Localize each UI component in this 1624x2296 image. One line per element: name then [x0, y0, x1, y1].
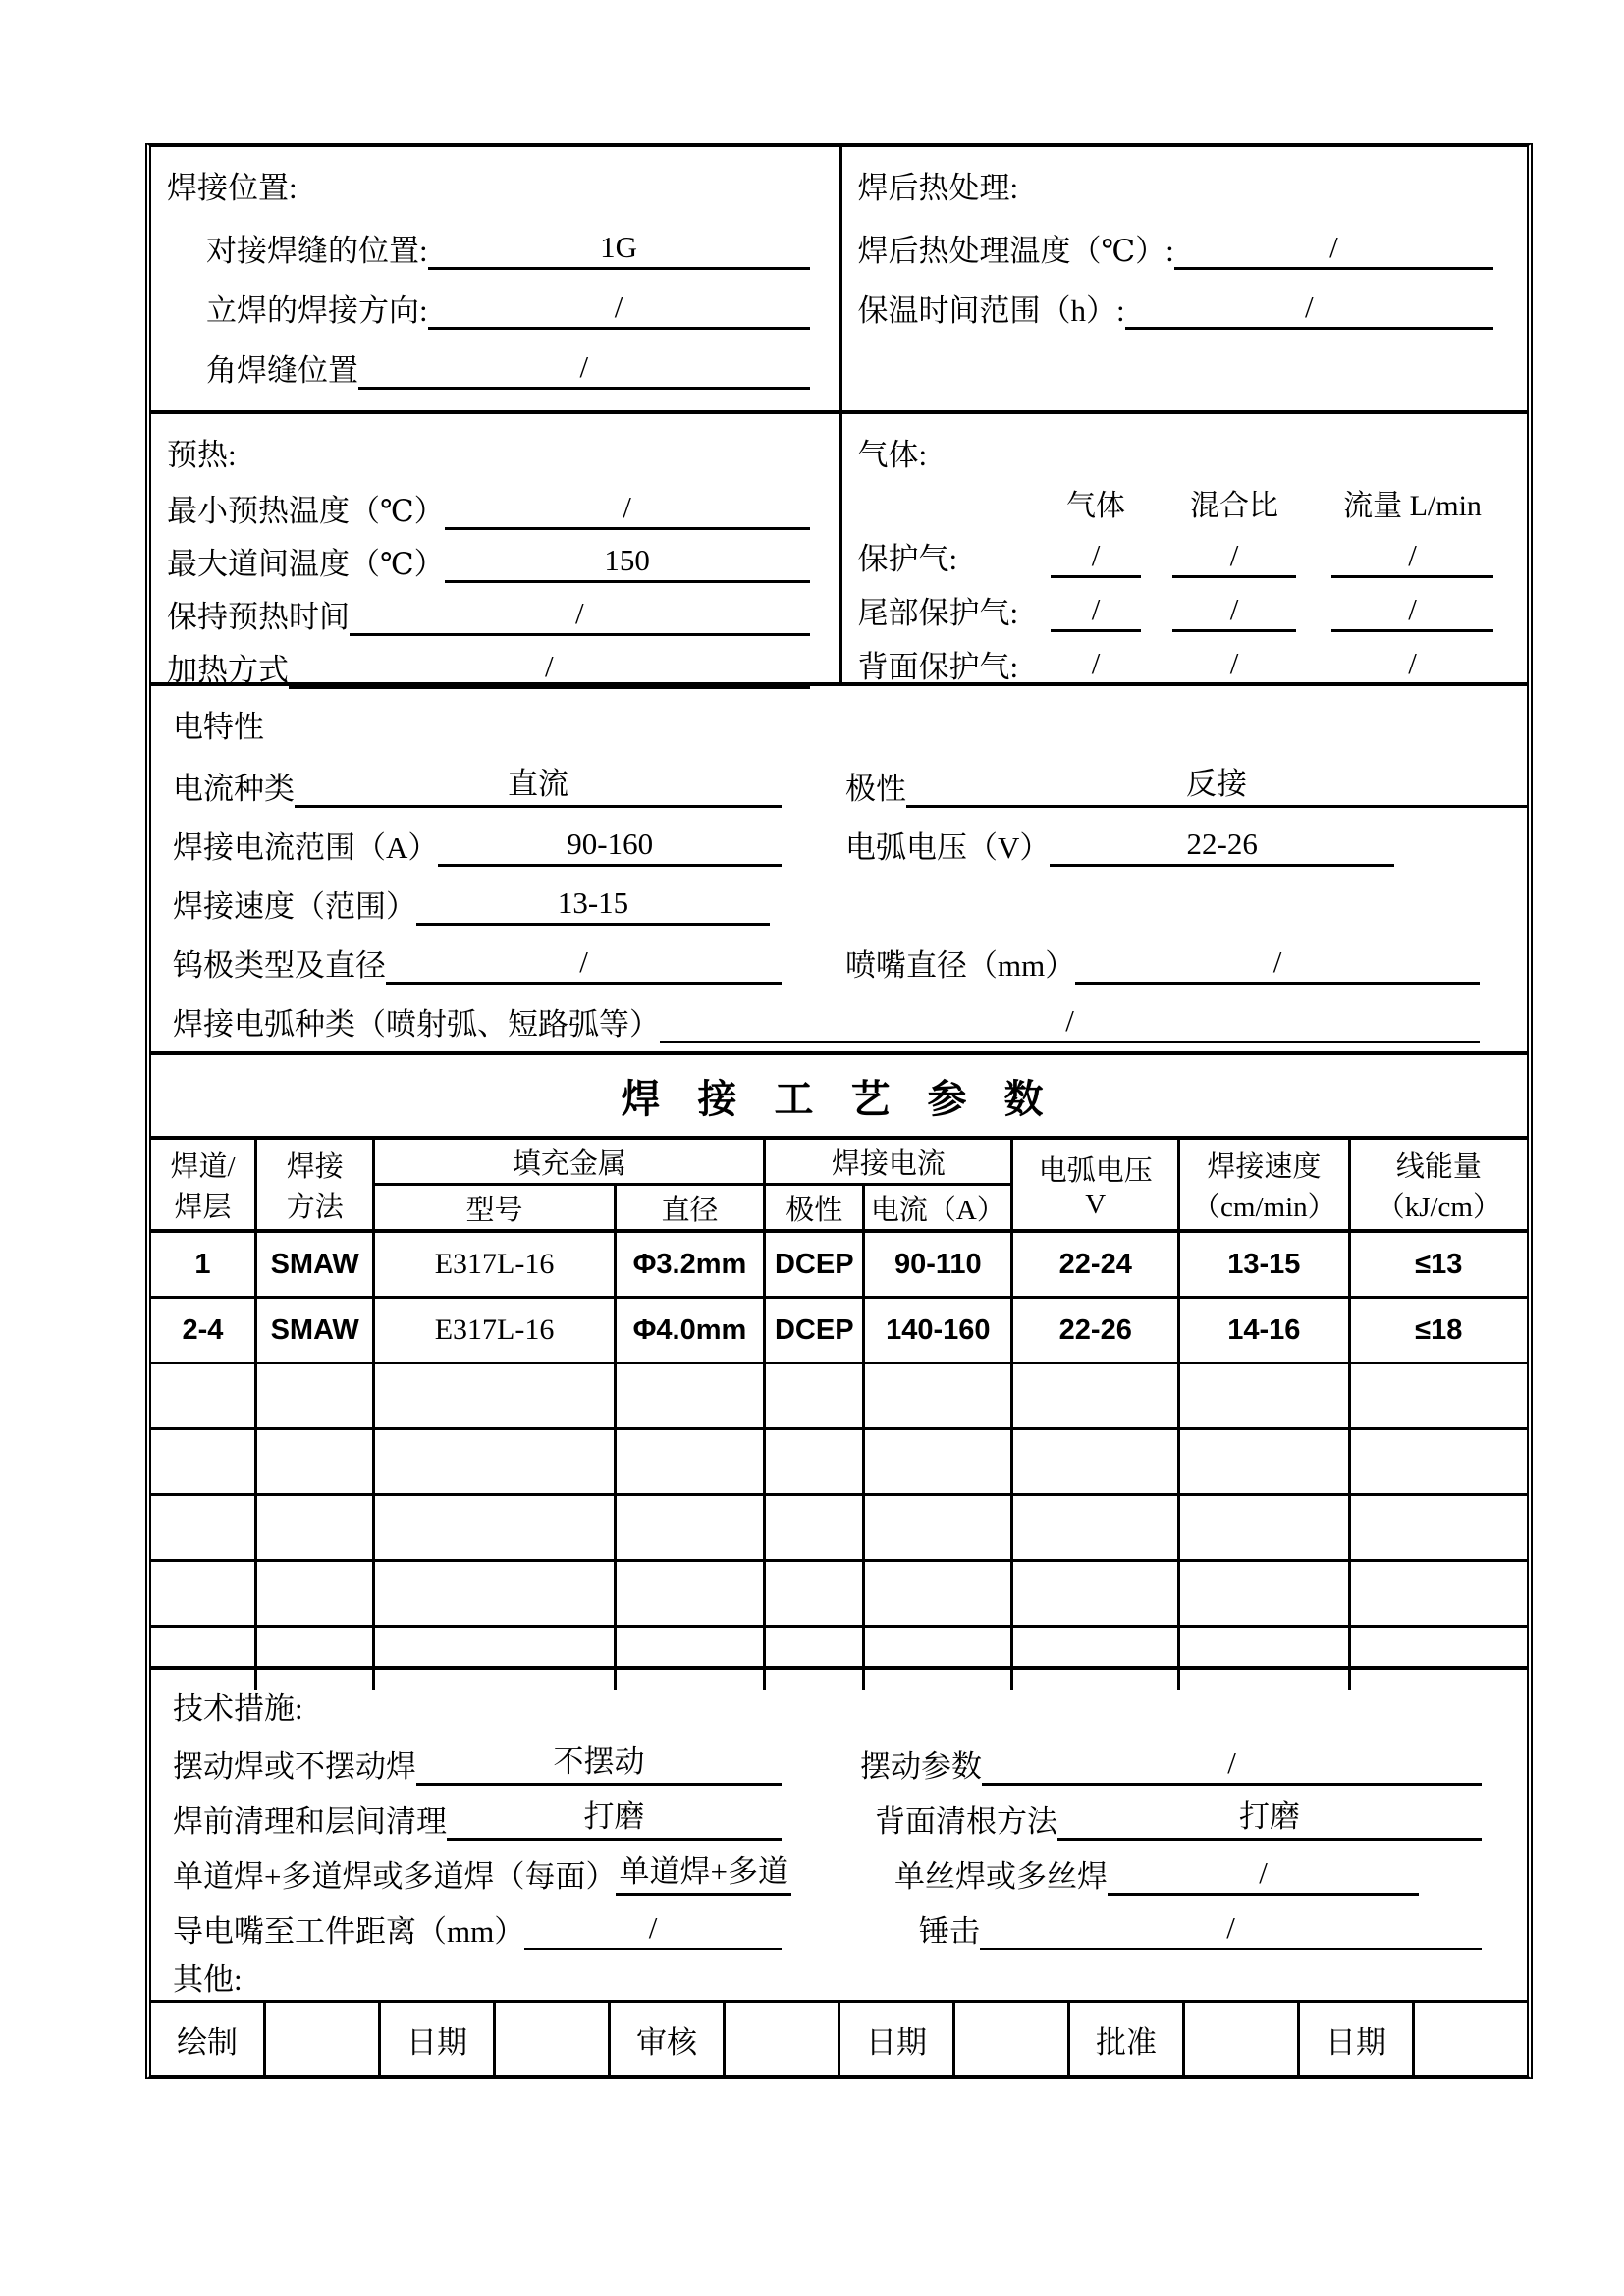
field-preheat-maintain-time	[167, 583, 810, 636]
col-header-current: 电流（A）	[864, 1185, 1012, 1232]
field-label: 背面清根方法	[875, 1804, 1057, 1839]
field-line-contact-tip	[173, 1896, 1527, 1950]
section-preheat-gas	[151, 414, 1527, 686]
cell-method: SMAW	[255, 1298, 373, 1363]
field-value-underline: /	[1331, 538, 1493, 578]
field-line-cleaning	[173, 1786, 1527, 1841]
field-label: 导电嘴至工件距离（mm）	[173, 1914, 525, 1949]
field-label: 加热方式	[167, 653, 289, 687]
field-label: 电流种类	[173, 772, 295, 806]
field-value-underline: 不摆动	[416, 1736, 782, 1786]
gas-col-gas: 气体	[1066, 490, 1125, 522]
col-header-pass-layer: 焊道/ 焊层	[151, 1140, 255, 1231]
field-label: 最大道间温度（℃）	[167, 547, 445, 581]
field-line-pass-type	[173, 1841, 1527, 1896]
table-row	[151, 1298, 1527, 1363]
table-row-empty	[151, 1429, 1527, 1495]
signoff-date2-label: 日期	[838, 2003, 952, 2075]
field-label: 保温时间范围（h）:	[857, 294, 1125, 328]
wps-form-sheet	[145, 143, 1533, 2079]
field-label: 单道焊+多道焊或多道焊（每面）	[173, 1859, 617, 1894]
cell-diameter: Φ3.2mm	[615, 1231, 765, 1298]
cell-current: 90-110	[864, 1231, 1012, 1298]
section-position-pwht	[151, 147, 1527, 414]
cell-speed: 14-16	[1179, 1298, 1350, 1363]
field-holding-time-range	[858, 270, 1494, 330]
cell-method: SMAW	[255, 1231, 373, 1298]
signoff-drawn-value	[263, 2003, 378, 2075]
col-header-heat-input: 线能量 （kJ/cm）	[1349, 1140, 1527, 1231]
field-value-underline: /	[1331, 646, 1493, 686]
field-label: 保护气:	[857, 542, 958, 576]
col-header-diameter: 直径	[615, 1185, 765, 1232]
field-value-underline: 13-15	[416, 885, 770, 926]
field-line-tungsten-nozzle	[173, 926, 1527, 985]
table-row	[151, 1231, 1527, 1298]
field-value-underline: /	[1172, 646, 1296, 686]
cell-voltage: 22-26	[1012, 1298, 1179, 1363]
tech-measures-section	[151, 1666, 1527, 2003]
field-label: 电弧电压（V）	[845, 830, 1051, 865]
preheat-title: 预热:	[167, 437, 237, 472]
signoff-approved-label: 批准	[1067, 2003, 1182, 2075]
field-value-underline: /	[1051, 592, 1141, 632]
signoff-date1-value	[493, 2003, 608, 2075]
field-label: 锤击	[919, 1914, 980, 1949]
field-value-underline: /	[428, 290, 810, 330]
field-label: 保持预热时间	[167, 600, 350, 634]
table-row-empty	[151, 1495, 1527, 1561]
field-label: 角焊缝位置	[206, 353, 358, 388]
col-header-arc-voltage: 电弧电压 V	[1012, 1140, 1179, 1231]
field-line-current-type-polarity	[173, 749, 1527, 808]
cell-model: E317L-16	[374, 1298, 615, 1363]
signoff-reviewed-value	[723, 2003, 838, 2075]
signoff-date2-value	[952, 2003, 1067, 2075]
field-shielding-gas	[858, 524, 1494, 578]
field-value-underline: /	[524, 1910, 782, 1950]
weld-position-section	[151, 147, 839, 410]
field-line-arc-type	[173, 985, 1527, 1043]
field-value-underline: /	[1125, 290, 1493, 330]
field-value-underline: /	[1331, 592, 1493, 632]
signoff-date3-value	[1412, 2003, 1527, 2075]
field-value-underline: /	[1172, 538, 1296, 578]
weld-parameters-table	[151, 1140, 1527, 1690]
field-value-underline: 单道焊+多道	[616, 1846, 791, 1896]
field-max-interpass-temp	[167, 530, 810, 583]
field-label: 焊接速度（范围）	[173, 889, 416, 924]
field-backing-gas	[858, 632, 1494, 686]
field-label: 焊接电流范围（A）	[173, 830, 439, 865]
field-label: 焊后热处理温度（℃）:	[857, 234, 1174, 268]
field-label: 对接焊缝的位置:	[206, 234, 428, 268]
field-label: 摆动参数	[860, 1749, 982, 1784]
field-value-underline: /	[386, 944, 782, 985]
other-label: 其他:	[173, 1961, 243, 1997]
cell-model: E317L-16	[374, 1231, 615, 1298]
field-line-current-range-voltage	[173, 808, 1527, 867]
field-value-underline: /	[1051, 538, 1141, 578]
signoff-date1-label: 日期	[378, 2003, 493, 2075]
field-label: 钨极类型及直径	[173, 948, 386, 983]
cell-polarity: DCEP	[765, 1298, 864, 1363]
field-butt-weld-position	[167, 210, 810, 270]
field-value-underline: /	[982, 1745, 1482, 1786]
table-row-empty	[151, 1363, 1527, 1429]
preheat-section	[151, 414, 839, 687]
field-value-underline: /	[1172, 592, 1296, 632]
field-vertical-weld-direction	[167, 270, 810, 330]
field-value-underline: /	[1051, 646, 1141, 686]
field-value-underline: /	[289, 649, 810, 689]
field-value-underline: /	[660, 1003, 1480, 1043]
field-value-underline: /	[350, 596, 810, 636]
field-label: 立焊的焊接方向:	[206, 294, 428, 328]
pwht-title: 焊后热处理:	[857, 170, 1019, 205]
field-value-underline: 150	[445, 543, 810, 583]
cell-polarity: DCEP	[765, 1231, 864, 1298]
gas-section	[839, 414, 1528, 682]
field-value-underline: /	[445, 490, 810, 530]
signoff-drawn-label: 绘制	[177, 2025, 238, 2059]
pwht-section	[839, 147, 1528, 410]
field-label: 喷嘴直径（mm）	[845, 948, 1076, 983]
cell-speed: 13-15	[1179, 1231, 1350, 1298]
col-header-weld-current: 焊接电流	[765, 1140, 1012, 1185]
col-header-filler-metal: 填充金属	[374, 1140, 765, 1185]
signoff-row	[151, 2003, 1527, 2075]
signoff-approved-value	[1182, 2003, 1297, 2075]
parameters-table-title: 焊 接 工 艺 参 数	[151, 1055, 1527, 1140]
field-value-underline: /	[358, 349, 810, 390]
field-label: 极性	[845, 772, 906, 806]
tech-measures-title: 技术措施:	[173, 1690, 303, 1726]
field-pwht-temperature	[858, 210, 1494, 270]
field-value-underline: /	[980, 1910, 1482, 1950]
cell-voltage: 22-24	[1012, 1231, 1179, 1298]
col-header-model: 型号	[374, 1185, 615, 1232]
field-value-underline: 22-26	[1050, 827, 1394, 867]
field-fillet-weld-position	[167, 330, 810, 390]
field-line-weave	[173, 1731, 1527, 1786]
field-label: 焊接电弧种类（喷射弧、短路弧等）	[173, 1007, 660, 1041]
col-header-weld-speed: 焊接速度 （cm/min）	[1179, 1140, 1350, 1231]
field-label: 尾部保护气:	[857, 596, 1019, 630]
field-value-underline: /	[1075, 944, 1480, 985]
col-header-method: 焊接 方法	[255, 1140, 373, 1231]
field-value-underline: /	[1174, 230, 1493, 270]
parameters-section	[151, 1055, 1527, 1666]
field-min-preheat-temp	[167, 477, 810, 530]
cell-heat-input: ≤18	[1349, 1298, 1527, 1363]
cell-diameter: Φ4.0mm	[615, 1298, 765, 1363]
field-value-underline: 打磨	[447, 1791, 782, 1841]
field-value-underline: /	[1108, 1855, 1419, 1896]
field-trailing-gas	[858, 578, 1494, 632]
col-header-polarity: 极性	[765, 1185, 864, 1232]
field-label: 背面保护气:	[857, 650, 1019, 684]
field-value-underline: 90-160	[438, 827, 782, 867]
field-label: 最小预热温度（℃）	[167, 494, 445, 528]
gas-col-flow: 流量 L/min	[1343, 490, 1482, 522]
field-label: 摆动焊或不摆动焊	[173, 1749, 416, 1784]
electrical-section	[151, 686, 1527, 1055]
cell-current: 140-160	[864, 1298, 1012, 1363]
field-label: 焊前清理和层间清理	[173, 1804, 447, 1839]
cell-heat-input: ≤13	[1349, 1231, 1527, 1298]
signoff-date3-label: 日期	[1297, 2003, 1412, 2075]
field-value-underline: 反接	[906, 759, 1527, 808]
field-value-underline: 直流	[295, 759, 782, 808]
signoff-reviewed-label: 审核	[608, 2003, 723, 2075]
field-label: 单丝焊或多丝焊	[894, 1859, 1108, 1894]
field-line-weld-speed	[173, 867, 1527, 926]
cell-pass: 1	[151, 1231, 255, 1298]
cell-pass: 2-4	[151, 1298, 255, 1363]
weld-position-title: 焊接位置:	[167, 170, 298, 205]
gas-title: 气体:	[857, 437, 928, 472]
gas-col-mix-ratio: 混合比	[1190, 490, 1278, 522]
field-value-underline: 1G	[428, 230, 810, 270]
field-value-underline: 打磨	[1057, 1791, 1482, 1841]
gas-column-headers	[858, 477, 1494, 524]
table-row-empty	[151, 1561, 1527, 1627]
field-heating-method	[167, 636, 810, 689]
electrical-title: 电特性	[173, 709, 264, 744]
